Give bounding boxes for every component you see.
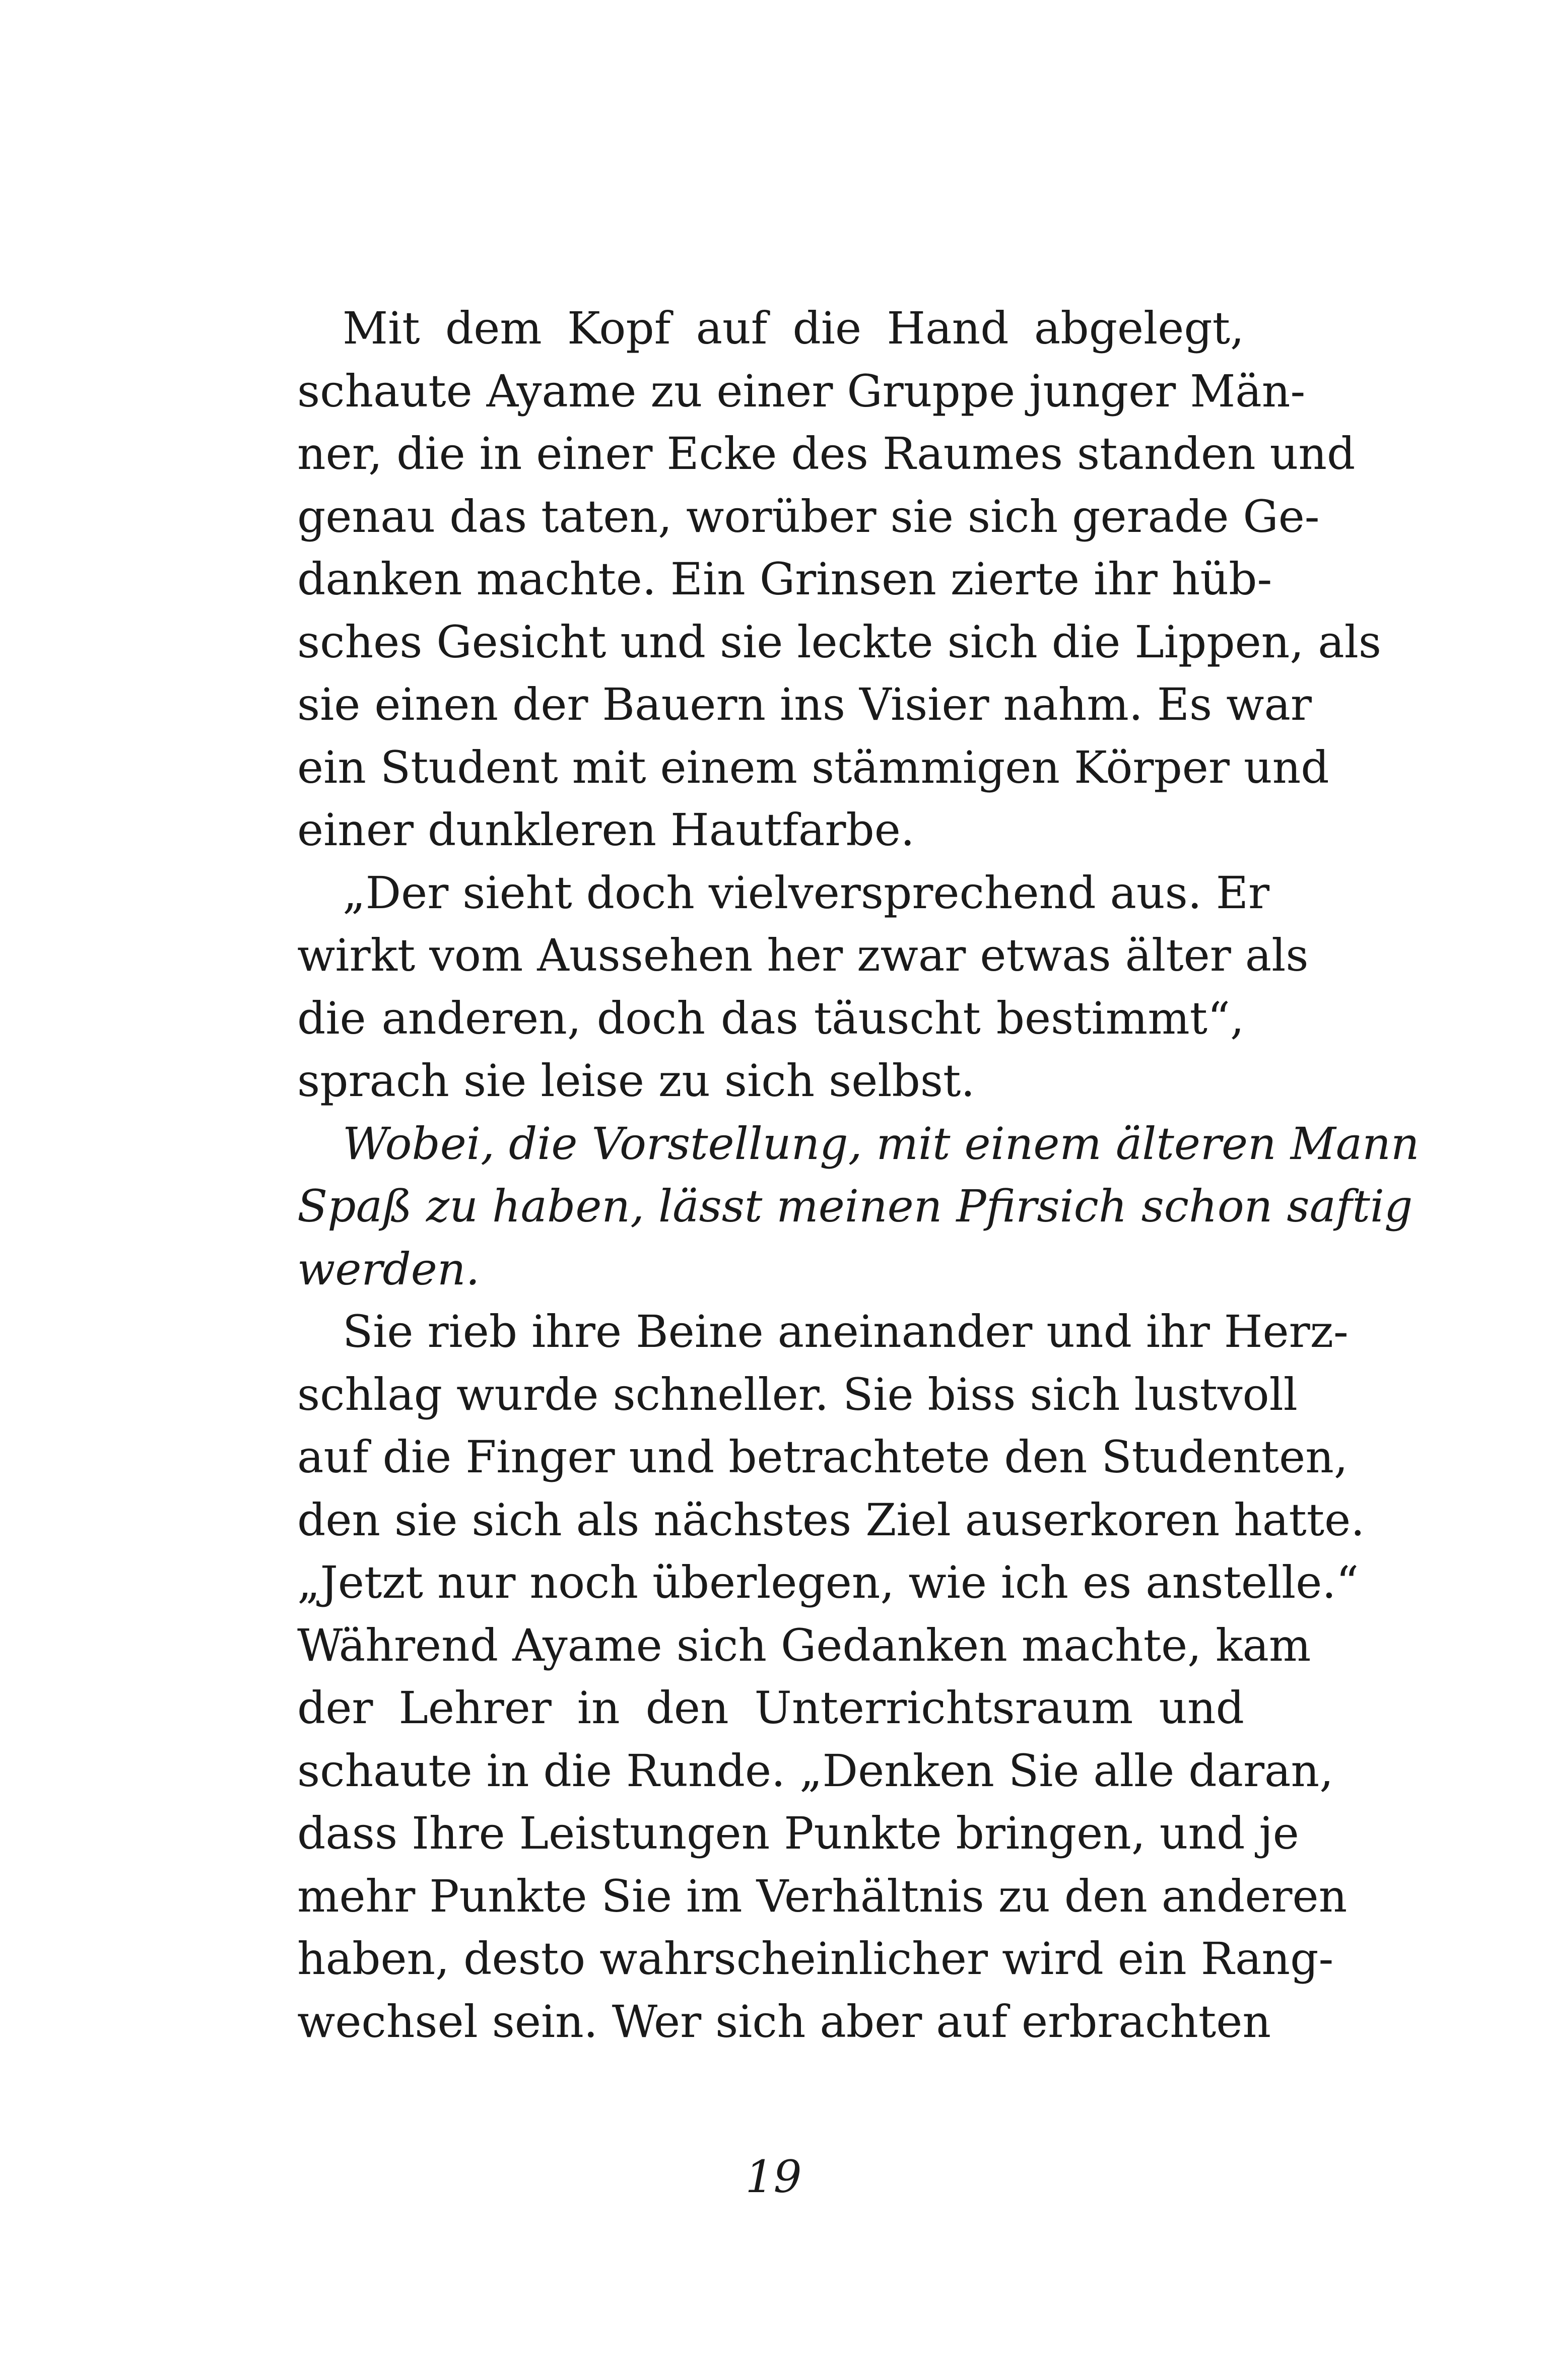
text-line: Sie rieb ihre Beine aneinander und ihr Herz- (343, 1306, 1349, 1357)
text-line: sches Gesicht und sie leckte sich die Lippen, als (297, 616, 1382, 668)
text-line: den sie sich als nächstes Ziel auserkoren hatte. (297, 1493, 1365, 1546)
text-line: haben, desto wahrscheinlicher wird ein Rang- (297, 1933, 1334, 1985)
text-line: schaute Ayame zu einer Gruppe junger Män- (297, 365, 1306, 417)
text-line: ner, die in einer Ecke des Raumes standen und (297, 428, 1356, 480)
text-line: schaute in die Runde. „Denken Sie alle daran, (297, 1744, 1334, 1797)
text-line: danken machte. Ein Grinsen zierte ihr hüb- (297, 553, 1272, 605)
text-line: sprach sie leise zu sich selbst. (297, 1055, 975, 1107)
text-line: genau das taten, worüber sie sich gerade Ge- (297, 490, 1320, 542)
text-line: dass Ihre Leistungen Punkte bringen, und je (297, 1807, 1299, 1859)
text-line: sie einen der Bauern ins Visier nahm. Es war (297, 678, 1312, 730)
italic-text-line: Wobei, die Vorstellung, mit einem älteren Mann (343, 1117, 1420, 1170)
text-line: auf die Finger und betrachtete den Studenten, (297, 1431, 1348, 1483)
body-text (297, 297, 1420, 2053)
text-line: wechsel sein. Wer sich aber auf erbrachten (297, 1995, 1271, 2048)
page-number: 19 (745, 2151, 802, 2203)
text-line: ein Student mit einem stämmigen Körper und (297, 741, 1329, 793)
text-line: einer dunkleren Hautfarbe. (297, 804, 915, 856)
text-line: „Der sieht doch vielversprechend aus. Er (343, 866, 1270, 919)
italic-text-line: werden. (297, 1243, 480, 1295)
text-line: schlag wurde schneller. Sie biss sich lustvoll (297, 1368, 1298, 1420)
text-line: die anderen, doch das täuscht bestimmt“, (297, 992, 1244, 1044)
text-line: wirkt vom Aussehen her zwar etwas älter als (297, 929, 1309, 981)
italic-text-line: Spaß zu haben, lässt meinen Pfirsich schon saftig (297, 1180, 1413, 1232)
text-line: Während Ayame sich Gedanken machte, kam (297, 1619, 1311, 1671)
text-line: Mit dem Kopf auf die Hand abgelegt, (343, 302, 1244, 354)
text-line: „Jetzt nur noch überlegen, wie ich es anstelle.“ (297, 1556, 1359, 1608)
text-line: der Lehrer in den Unterrichtsraum und (297, 1682, 1244, 1734)
text-line: mehr Punkte Sie im Verhältnis zu den anderen (297, 1870, 1348, 1922)
